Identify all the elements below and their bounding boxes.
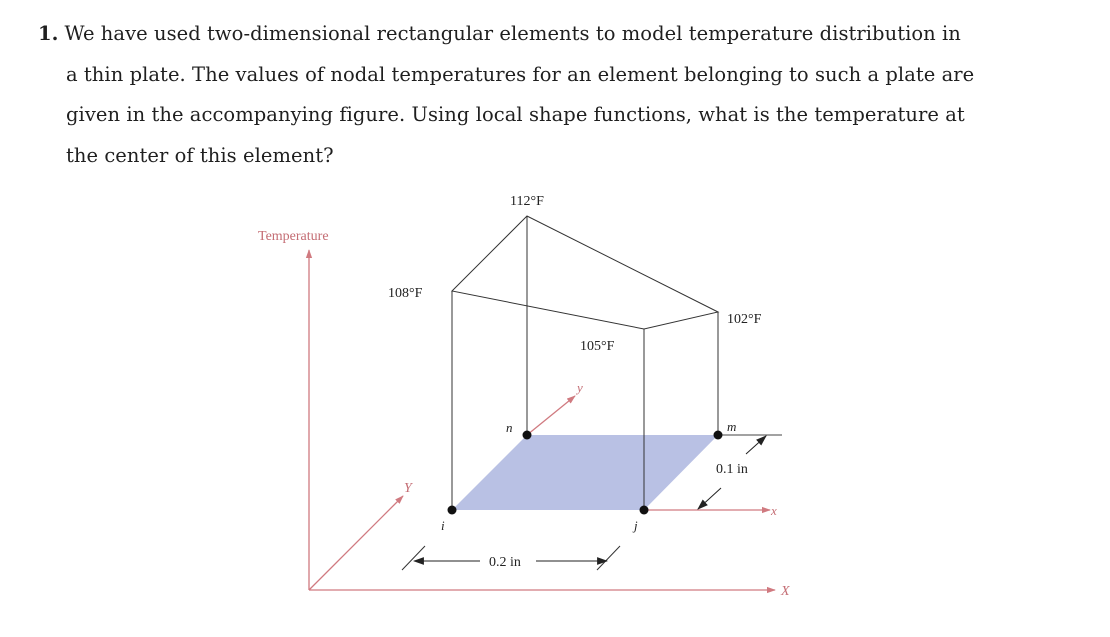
temperature-surface	[452, 216, 718, 329]
local-y-axis	[527, 396, 575, 435]
element-plate	[452, 435, 718, 510]
node-i-label: i	[441, 518, 445, 533]
height-dim-upper-arrow	[746, 436, 766, 454]
temp-label-m: 102°F	[727, 312, 762, 327]
node-j-dot	[640, 506, 649, 515]
local-y-label: y	[577, 380, 583, 395]
height-dim-label: 0.1 in	[716, 462, 748, 477]
width-dim-left-tick	[402, 546, 425, 570]
temp-label-n: 112°F	[510, 194, 544, 209]
problem-line-2: a thin plate. The values of nodal temperatures for an element belonging to such a plate are	[66, 62, 975, 86]
node-n-dot	[523, 431, 532, 440]
width-dim-right-tick	[597, 546, 620, 570]
problem-line-3: given in the accompanying figure. Using local shape functions, what is the temperature at	[66, 103, 965, 126]
Y-axis-label: Y	[404, 481, 412, 496]
temp-label-j: 105°F	[580, 339, 615, 354]
node-i-dot	[448, 506, 457, 515]
temp-label-i: 108°F	[388, 286, 423, 301]
problem-line-1: 1. We have used two-dimensional rectangular elements to model temperature distribution in	[38, 22, 961, 45]
node-j-label: j	[634, 518, 638, 533]
node-m-dot	[714, 431, 723, 440]
width-dim-label: 0.2 in	[489, 555, 521, 570]
node-m-label: m	[727, 419, 737, 434]
height-dim-lower-arrow	[698, 488, 721, 509]
problem-number: 1.	[38, 22, 59, 45]
local-x-label: x	[771, 503, 777, 518]
X-axis-label: X	[781, 584, 790, 599]
node-n-label: n	[506, 420, 513, 435]
temperature-axis-label: Temperature	[258, 229, 329, 244]
global-Y-axis	[309, 496, 403, 590]
problem-line-4: the center of this element?	[66, 143, 334, 167]
